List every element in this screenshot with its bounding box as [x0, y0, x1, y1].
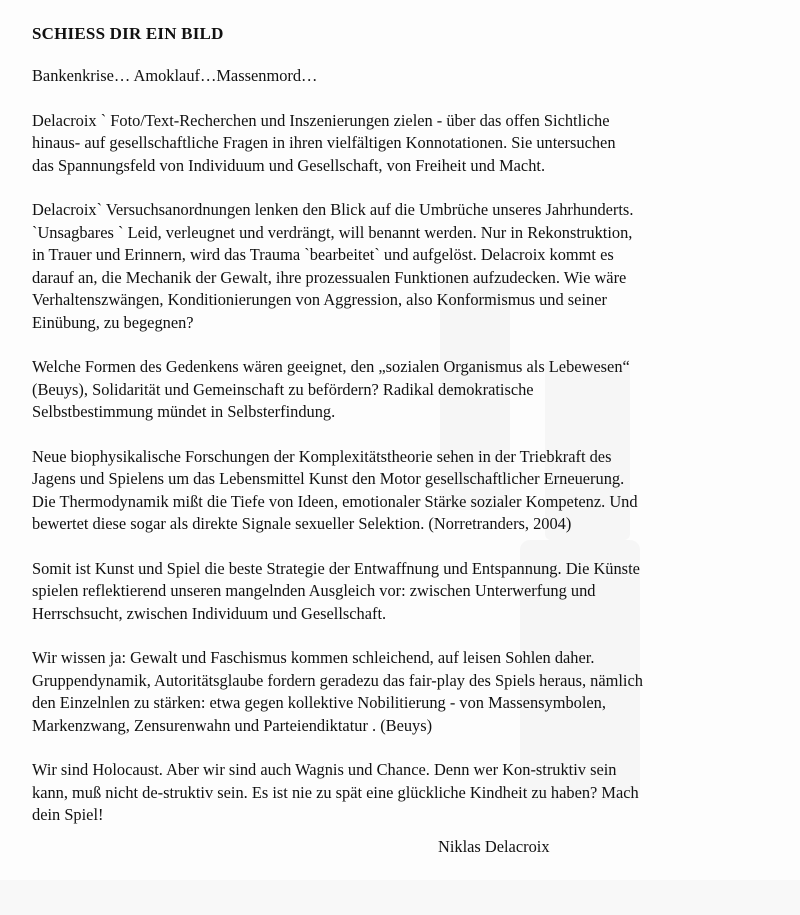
text-line: Neue biophysikalische Forschungen der Komplexitätstheorie sehen in der Triebkraft des [32, 446, 612, 466]
text-line: darauf an, die Mechanik der Gewalt, ihre prozessualen Funktionen aufzudecken. Wie wäre [32, 267, 627, 287]
paragraph-6 [32, 558, 780, 626]
document-title: SCHIESS DIR EIN BILD [32, 24, 224, 43]
text-line: Somit ist Kunst und Spiel die beste Strategie der Entwaffnung und Entspannung. Die Künste [32, 558, 640, 578]
text-line: Bankenkrise… Amoklauf…Massenmord… [32, 66, 318, 85]
paragraph-2 [32, 110, 780, 178]
text-line: Verhaltenszwängen, Konditionierungen von Aggression, also Konformismus und seiner [32, 290, 607, 309]
paragraph-4 [32, 356, 780, 424]
text-line: Delacroix ` Foto/Text-Recherchen und Inszenierungen zielen - über das offen Sichtliche [32, 110, 610, 130]
text-line: kann, muß nicht de-struktiv sein. Es ist nie zu spät eine glückliche Kindheit zu haben? Mach [32, 782, 639, 802]
text-line: Gruppendynamik, Autoritätsglaube fordern geradezu das fair-play des Spiels heraus, nämlich [32, 670, 643, 690]
text-line: den Einzelnlen zu stärken: etwa gegen kollektive Nobilitierung - von Massensymbolen, [32, 693, 606, 712]
text-line: Die Thermodynamik mißt die Tiefe von Ideen, emotionaler Stärke sozialer Kompetenz. Und [32, 491, 638, 511]
background-shape [0, 880, 800, 915]
document-body [32, 22, 780, 849]
text-line: spielen reflektierend unseren mangelnden Ausgleich vor: zwischen Unterwerfung und [32, 581, 596, 600]
paragraph-7 [32, 647, 780, 737]
text-line: Jagens und Spielens um das Lebensmittel Kunst den Motor gesellschaftlicher Erneuerung. [32, 469, 625, 488]
text-line: Markenzwang, Zensurenwahn und Parteiendiktatur . (Beuys) [32, 715, 433, 735]
text-line: Welche Formen des Gedenkens wären geeignet, den „sozialen Organismus als Lebewesen“ [32, 357, 630, 376]
text-line: hinaus- auf gesellschaftliche Fragen in ihren vielfältigen Konnotationen. Sie untersuchen [32, 133, 616, 152]
text-line: Selbstbestimmung mündet in Selbsterfindung. [32, 402, 336, 421]
paragraph-8 [32, 759, 780, 827]
text-line: Delacroix` Versuchsanordnungen lenken den Blick auf die Umbrüche unseres Jahrhunderts. [32, 200, 634, 219]
text-line: (Beuys), Solidarität und Gemeinschaft zu befördern? Radikal demokratische [32, 379, 534, 399]
text-line: in Trauer und Erinnern, wird das Trauma `bearbeitet` und aufgelöst. Delacroix kommt es [32, 245, 614, 264]
text-line: Wir sind Holocaust. Aber wir sind auch Wagnis und Chance. Denn wer Kon-struktiv sein [32, 760, 617, 779]
paragraph-5 [32, 446, 780, 536]
text-line: das Spannungsfeld von Individuum und Gesellschaft, von Freiheit und Macht. [32, 155, 546, 175]
paragraph-3 [32, 199, 780, 334]
text-line: dein Spiel! [32, 805, 104, 824]
text-line: Herrschsucht, zwischen Individuum und Gesellschaft. [32, 603, 387, 623]
author-signature: Niklas Delacroix [438, 837, 550, 856]
paragraph-1 [32, 65, 780, 88]
text-line: Wir wissen ja: Gewalt und Faschismus kommen schleichend, auf leisen Sohlen daher. [32, 648, 595, 667]
text-line: bewertet diese sogar als direkte Signale sexueller Selektion. (Norretranders, 2004) [32, 514, 572, 533]
text-line: `Unsagbares ` Leid, verleugnet und verdrängt, will benannt werden. Nur in Rekonstruktion, [32, 222, 633, 242]
text-line: Einübung, zu begegnen? [32, 312, 194, 332]
